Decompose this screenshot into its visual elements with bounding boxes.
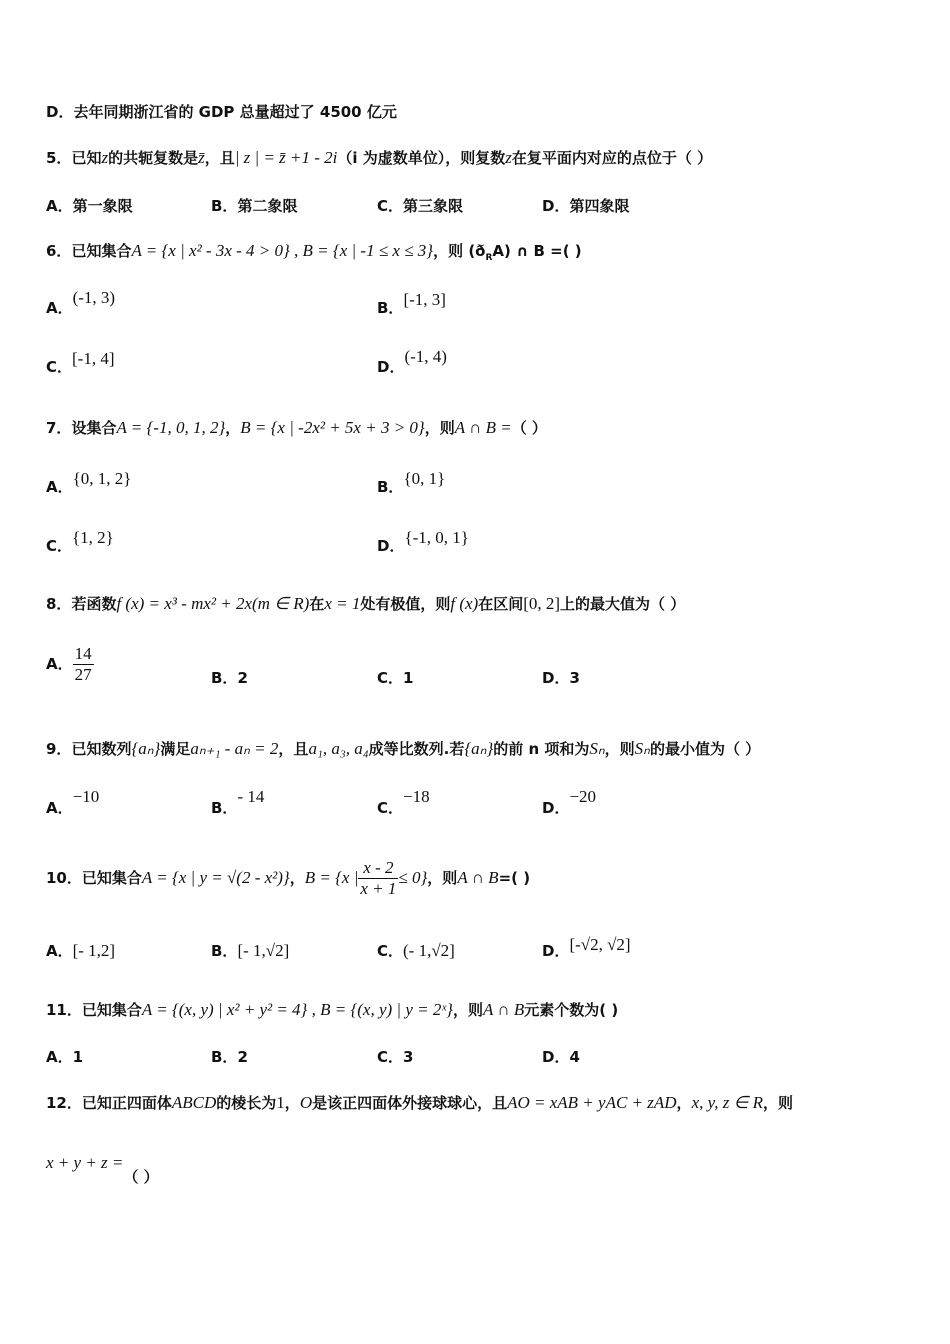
q7-text-4: （ ）	[511, 419, 547, 437]
q8-option-d[interactable]	[542, 668, 580, 688]
option-label: D．	[542, 669, 570, 687]
option-label: B．	[211, 197, 238, 215]
q5-option-b[interactable]	[211, 196, 297, 216]
q11-option-b[interactable]	[211, 1047, 248, 1067]
option-value: (- 1,√2]	[403, 941, 455, 960]
q6-text-3: A) ∩ B =( )	[492, 242, 582, 260]
q5-math-3: | z | = z̄ +1 - 2i	[234, 148, 338, 167]
option-label: A．	[46, 799, 73, 817]
option-value: - 14	[237, 787, 265, 806]
q7-text-1: 设集合	[71, 419, 117, 437]
q9-math-1: {aₙ}	[131, 739, 161, 758]
option-label: D．	[377, 358, 405, 376]
q11-text-3: 元素个数为( )	[524, 1001, 619, 1019]
option-value: −20	[569, 787, 597, 806]
question-number: 8．	[46, 595, 72, 613]
question-7	[46, 418, 547, 438]
question-5	[46, 148, 712, 168]
q10-math-3: A ∩ B	[457, 868, 499, 887]
option-value: [-1, 3]	[403, 290, 446, 309]
fraction	[73, 644, 94, 685]
q5-option-d[interactable]	[542, 196, 629, 216]
q9-text-2: 满足	[160, 740, 191, 758]
option-label: A．	[46, 942, 73, 960]
q7-option-b[interactable]	[377, 469, 446, 497]
q12-text-4: 是该正四面体外接球球心，且	[312, 1094, 508, 1112]
q10-math-1: A = {x | y = √(2 - x²)}	[141, 868, 290, 887]
question-number: 10．	[46, 869, 82, 887]
option-label: A．	[46, 1048, 73, 1066]
q7-option-a[interactable]	[46, 469, 132, 497]
q12-text-5: ，	[676, 1094, 692, 1112]
question-number: 12．	[46, 1094, 82, 1112]
q5-option-a[interactable]	[46, 196, 133, 216]
option-label: B．	[211, 1048, 238, 1066]
q10-option-a[interactable]	[46, 941, 115, 961]
q10-option-c[interactable]	[377, 941, 455, 961]
option-value: 第二象限	[237, 197, 298, 215]
q9-text-1: 已知数列	[71, 740, 132, 758]
option-label: A．	[46, 655, 73, 673]
option-label: C．	[377, 799, 404, 817]
fraction	[358, 858, 398, 899]
q12-text-6: ，则	[763, 1094, 794, 1112]
option-label: A．	[46, 299, 73, 317]
q6-sub: R	[485, 253, 493, 263]
q11-option-d[interactable]	[542, 1047, 580, 1067]
option-value: 3	[403, 1048, 414, 1066]
q9-math-5: Sₙ	[589, 739, 605, 758]
q12-text-7: （ ）	[123, 1168, 159, 1186]
option-value: −18	[403, 787, 430, 806]
q7-text-3: ，则	[424, 419, 455, 437]
q12-math-3: O	[299, 1093, 313, 1112]
q9-math-3: a₁, a₃, a₄	[308, 739, 369, 758]
q5-option-c[interactable]	[377, 196, 463, 216]
q6-option-b[interactable]	[377, 290, 446, 318]
q6-option-c[interactable]	[46, 349, 115, 377]
question-number: 9．	[46, 740, 72, 758]
option-label: D．	[542, 197, 570, 215]
q9-math-6: Sₙ	[634, 739, 650, 758]
q9-option-d[interactable]	[542, 787, 597, 818]
q11-option-c[interactable]	[377, 1047, 413, 1067]
q8-text-3: 处有极值，则	[360, 595, 451, 613]
fraction-denominator: 27	[74, 665, 92, 684]
option-label: B．	[377, 478, 404, 496]
q9-text-5: 的前 n 项和为	[493, 740, 590, 758]
q9-option-c[interactable]	[377, 787, 430, 818]
option-value: 第四象限	[569, 197, 630, 215]
q9-text-7: 的最小值为（ ）	[649, 740, 761, 758]
option-label: D．	[542, 942, 570, 960]
q5-math-1: z	[101, 148, 109, 167]
q5-text-5: 在复平面内对应的点位于（ ）	[511, 149, 713, 167]
q7-math-3: A ∩ B =	[454, 418, 512, 437]
option-value: 1	[403, 669, 414, 687]
q7-math-1: A = {-1, 0, 1, 2}	[116, 418, 226, 437]
option-value: 4	[569, 1048, 580, 1066]
option-label: B．	[211, 942, 238, 960]
q11-text-2: ，则	[452, 1001, 483, 1019]
q7-text-2: ，	[225, 419, 241, 437]
question-8	[46, 594, 685, 614]
q12-math-1: ABCD	[171, 1093, 217, 1112]
q5-text-2: 的共轭复数是	[108, 149, 199, 167]
q5-math-4: z	[505, 148, 512, 167]
option-value: {-1, 0, 1}	[404, 528, 469, 547]
option-label: C．	[46, 537, 73, 555]
option-value: 1	[72, 1048, 84, 1066]
question-number: 11．	[46, 1001, 82, 1019]
option-value: 2	[237, 669, 248, 687]
prev-option-d: D．去年同期浙江省的 GDP 总量超过了 4500 亿元	[46, 103, 397, 121]
option-value: [-1, 4]	[72, 349, 115, 368]
option-value: [- 1,√2]	[237, 941, 290, 960]
q12-math-6: x + y + z =	[46, 1153, 124, 1172]
question-11	[46, 1000, 618, 1020]
q8-option-b[interactable]	[211, 668, 248, 688]
q6-math-1: A = {x | x² - 3x - 4 > 0} , B = {x | -1 ≤ x ≤ 3}	[131, 241, 434, 260]
option-label: B．	[211, 799, 238, 817]
question-10	[46, 856, 530, 900]
q10-text-3: ，则	[427, 869, 458, 887]
q8-option-c[interactable]	[377, 668, 413, 688]
option-value: 第三象限	[403, 197, 464, 215]
q8-math-1: f (x) = x³ - mx² + 2x(m ∈ R)	[116, 594, 310, 613]
option-label: B．	[377, 299, 404, 317]
option-value: [-√2, √2]	[569, 935, 631, 954]
fraction-denominator: x + 1	[360, 879, 397, 898]
option-value: (-1, 3)	[72, 288, 116, 307]
option-value: 2	[237, 1048, 248, 1066]
question-9	[46, 739, 760, 759]
option-label: D．	[542, 799, 570, 817]
q12-math-5: x, y, z ∈ R	[691, 1093, 764, 1112]
q5-text-4: （i 为虚数单位），则复数	[337, 149, 506, 167]
q9-text-4: 成等比数列.若	[368, 740, 465, 758]
option-label: A．	[46, 478, 73, 496]
option-value: 第一象限	[72, 197, 133, 215]
q10-option-d[interactable]	[542, 935, 631, 961]
q8-text-4: 在区间	[478, 595, 524, 613]
q9-math-2: aₙ₊₁ - aₙ = 2	[190, 739, 279, 758]
q12-text-2: 的棱长为	[216, 1094, 277, 1112]
option-value: [- 1,2]	[72, 941, 116, 960]
q10-text-2: ，	[289, 869, 305, 887]
q7-math-2: B = {x | -2x² + 5x + 3 > 0}	[240, 418, 425, 437]
q8-math-2: x = 1	[324, 594, 361, 613]
q7-option-d[interactable]	[377, 528, 469, 556]
option-value: (-1, 4)	[404, 347, 447, 366]
q9-option-a[interactable]	[46, 787, 100, 818]
question-12	[46, 1093, 793, 1113]
option-value: 3	[569, 669, 580, 687]
option-value: {1, 2}	[72, 528, 114, 547]
option-label: D．	[542, 1048, 570, 1066]
option-value: −10	[72, 787, 100, 806]
q10-text-4: =( )	[498, 869, 531, 887]
q10-math-2b: ≤ 0}	[398, 868, 428, 887]
option-label: C．	[377, 197, 404, 215]
q9-option-b[interactable]	[211, 787, 265, 818]
q9-text-3: ，且	[278, 740, 309, 758]
fraction-numerator: x - 2	[358, 858, 398, 879]
option-label: C．	[377, 669, 404, 687]
question-number: 6．	[46, 242, 72, 260]
q8-option-a[interactable]	[46, 644, 94, 685]
q11-math-1: A = {(x, y) | x² + y² = 4} , B = {(x, y) | y = 2ˣ}	[141, 1000, 453, 1019]
q5-math-2: z̄	[198, 148, 205, 167]
q12-math-4: AO = xAB + yAC + zAD	[507, 1093, 677, 1112]
q11-math-2: A ∩ B	[482, 1000, 525, 1019]
option-value: {0, 1}	[403, 469, 446, 488]
q6-option-a[interactable]	[46, 288, 116, 318]
q5-text-1: 已知	[71, 149, 102, 167]
question-number: 7．	[46, 419, 72, 437]
fraction-numerator: 14	[74, 644, 92, 663]
option-label: C．	[377, 1048, 404, 1066]
q12-math-2: 1	[276, 1093, 285, 1112]
option-label: B．	[211, 669, 238, 687]
q10-text-1: 已知集合	[81, 869, 142, 887]
q8-text-5: 上的最大值为（ ）	[560, 595, 686, 613]
q9-text-6: ，则	[604, 740, 635, 758]
question-12-continued	[46, 1153, 159, 1186]
question-number: 5．	[46, 149, 72, 167]
q7-option-c[interactable]	[46, 528, 114, 556]
q12-text-3: ，	[284, 1094, 300, 1112]
q8-math-3: f (x)	[450, 594, 479, 613]
q9-math-4: {aₙ}	[464, 739, 494, 758]
q6-option-d[interactable]	[377, 347, 447, 377]
q11-text-1: 已知集合	[81, 1001, 142, 1019]
q11-option-a[interactable]	[46, 1047, 83, 1067]
q5-text-3: ，且	[204, 149, 235, 167]
q8-text-1: 若函数	[71, 595, 117, 613]
q6-text-2: ，则 (ð	[433, 242, 486, 260]
option-label: A．	[46, 197, 73, 215]
q10-option-b[interactable]	[211, 941, 289, 961]
option-label: D．	[377, 537, 405, 555]
option-label: C．	[46, 358, 73, 376]
question-6	[46, 241, 582, 268]
q12-text-1: 已知正四面体	[81, 1094, 172, 1112]
q8-text-2: 在	[309, 595, 325, 613]
option-label: C．	[377, 942, 404, 960]
q10-math-2a: B = {x |	[304, 868, 359, 887]
option-value: {0, 1, 2}	[72, 469, 132, 488]
q8-math-4: [0, 2]	[523, 594, 561, 613]
q6-text-1: 已知集合	[71, 242, 132, 260]
